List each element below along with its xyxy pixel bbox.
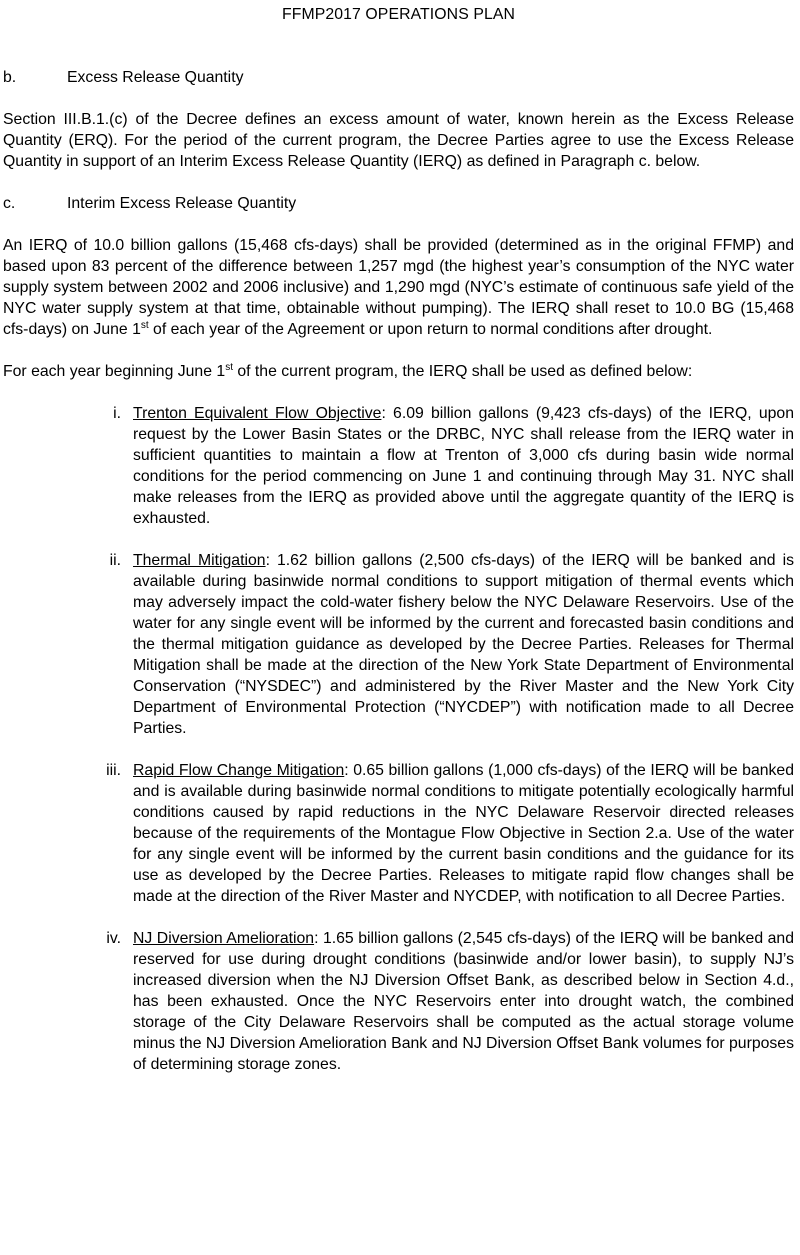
list-item <box>3 403 794 529</box>
section-b-paragraph: Section III.B.1.(c) of the Decree defines an excess amount of water, known herein as the Excess Release Quantity (ERQ). For the period of the current program, the Decree Parties agree to use the Excess Release Quantity in support of an Interim Excess Release Quantity (IERQ) as defined in Paragraph c. below. <box>3 111 794 170</box>
ierq-use-list <box>3 403 794 1075</box>
list-item <box>3 928 794 1075</box>
paragraph-1-superscript: st <box>140 320 149 331</box>
section-c-letter: c. <box>3 195 16 212</box>
list-item-term: Trenton Equivalent Flow Objective <box>133 405 382 422</box>
list-item-term: Rapid Flow Change Mitigation <box>133 762 345 779</box>
section-c-paragraph-1 <box>3 235 794 340</box>
paragraph-1-text-b: of each year of the Agreement or upon return to normal conditions after drought. <box>148 321 713 338</box>
paragraph-2-superscript: st <box>225 362 233 373</box>
list-item-number: i. <box>113 405 121 422</box>
list-item-number: iii. <box>106 762 121 779</box>
section-b-heading <box>3 67 794 88</box>
section-b-title: Excess Release Quantity <box>67 69 244 86</box>
paragraph-2-text-a: For each year beginning June 1 <box>3 363 226 380</box>
list-item-text: : 6.09 billion gallons (9,423 cfs-days) of the IERQ, upon request by the Lower Basin States or the DRBC, NYC shall release from the IERQ water in sufficient quantities to maintain a flow at Trenton of 3,000 cfs during basin wide normal conditions for the period commencing on June 1 and continuing through May 31. NYC shall make releases from the IERQ as provided above until the aggregate quantity of the IERQ is exhausted. <box>133 405 794 527</box>
list-item <box>3 760 794 907</box>
list-item-text: : 1.62 billion gallons (2,500 cfs-days) of the IERQ will be banked and is available during basinwide normal conditions to support mitigation of thermal events which may adversely impact the cold-water fishery below the NYC Delaware Reservoirs. Use of the water for any single event will be informed by the current and forecasted basin conditions and the thermal mitigation guidance as developed by the Decree Parties. Releases for Thermal Mitigation shall be made at the direction of the New York State Department of Environmental Conservation (“NYSDEC”) and administered by the River Master and the New York City Department of Environmental Protection (“NYCDEP”) with notification made to all Decree Parties. <box>133 552 794 737</box>
document-page <box>3 0 794 1075</box>
page-header: FFMP2017 OPERATIONS PLAN <box>282 6 515 23</box>
list-item-number: iv. <box>106 930 121 947</box>
list-item-text: : 0.65 billion gallons (1,000 cfs-days) of the IERQ will be banked and is available during basinwide normal conditions to mitigate potentially ecologically harmful conditions caused by rapid reductions in the NYC Delaware Reservoir directed releases because of the requirements of the Montague Flow Objective in Section 2.a. Use of the water for any single event will be informed by the current basin conditions and the guidance for its use as developed by the Decree Parties. Releases to mitigate rapid flow changes shall be made at the direction of the River Master and NYCDEP, with notification to all Decree Parties. <box>133 762 794 905</box>
paragraph-2-text-b: of the current program, the IERQ shall be used as defined below: <box>232 363 693 380</box>
list-item-text: : 1.65 billion gallons (2,545 cfs-days) of the IERQ will be banked and reserved for use during drought conditions (basinwide and/or lower basin), to supply NJ’s increased diversion when the NJ Diversion Offset Bank, as described below in Section 4.d., has been exhausted. Once the NYC Reservoirs enter into drought watch, the combined storage of the City Delaware Reservoirs shall be computed as the actual storage volume minus the NJ Diversion Amelioration Bank and NJ Diversion Offset Bank volumes for purposes of determining storage zones. <box>133 930 794 1073</box>
list-item-term: Thermal Mitigation <box>133 552 266 569</box>
list-item-term: NJ Diversion Amelioration <box>133 930 315 947</box>
section-c-paragraph-2 <box>3 361 794 382</box>
paragraph-1-text-a: An IERQ of 10.0 billion gallons (15,468 cfs-days) shall be provided (determined as in the original FFMP) and based upon 83 percent of the difference between 1,257 mgd (the highest year’s consumption of the NYC water supply system between 2002 and 2006 inclusive) and 1,290 mgd (NYC’s estimate of continuous safe yield of the NYC water supply system at that time, obtainable without pumping). The IERQ shall reset to 10.0 BG (15,468 cfs-days) on June 1 <box>3 237 794 338</box>
section-b-letter: b. <box>3 69 17 86</box>
list-item-number: ii. <box>109 552 121 569</box>
section-c-heading <box>3 193 794 214</box>
section-c-title: Interim Excess Release Quantity <box>67 195 297 212</box>
list-item <box>3 550 794 739</box>
